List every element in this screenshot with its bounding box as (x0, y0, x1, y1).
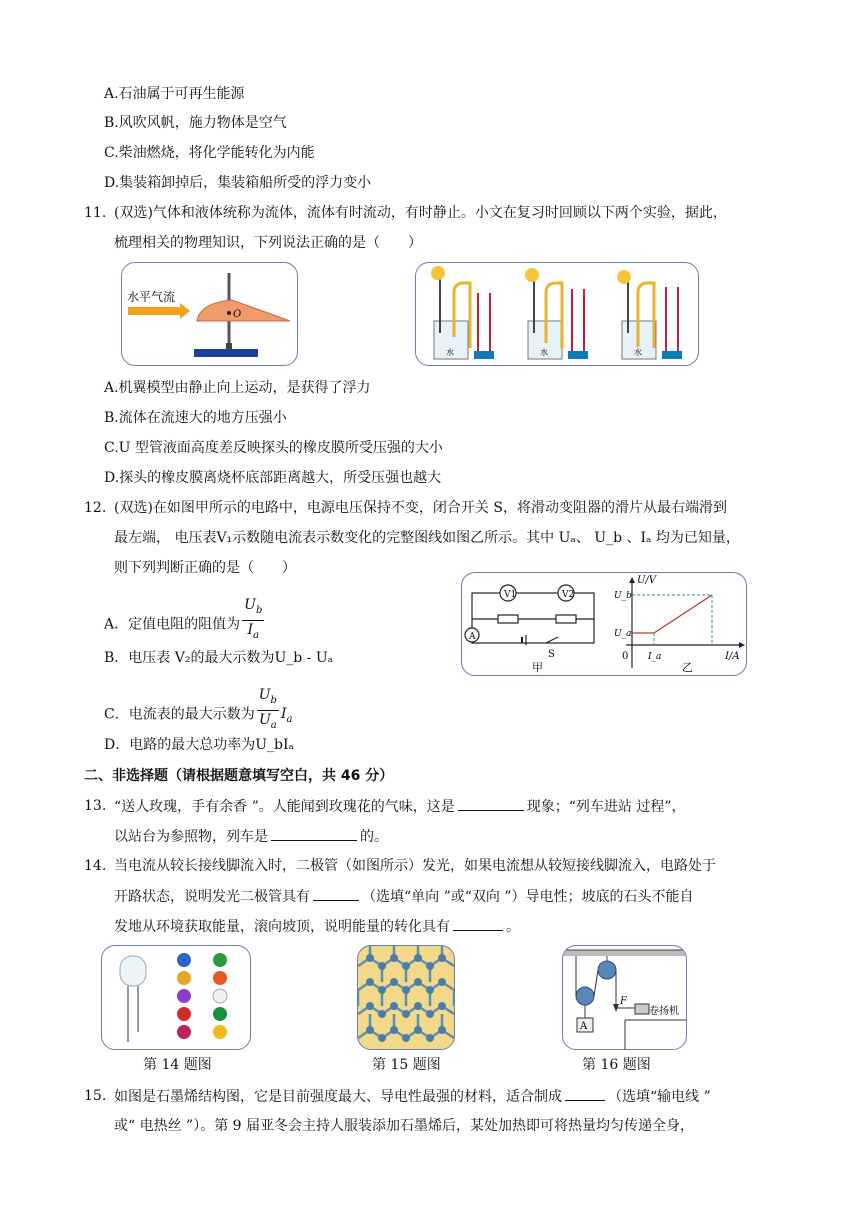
q13-blank-2[interactable] (271, 826, 357, 841)
pressure-probe-figure (415, 262, 699, 366)
probe-setup-1 (431, 266, 494, 359)
ui-graph (614, 575, 745, 674)
winch-label: 卷扬机 (649, 1006, 679, 1017)
switch-label: S (548, 649, 555, 660)
q13-line1: “送人玫瑰，手有余香 ”。人能闻到玫瑰花的气味，这是 现象；“列车进站 过程”， (114, 796, 686, 817)
q14-number: 14. (84, 858, 107, 874)
q11-stem-line1: (双选)气体和液体统称为流体，流体有时流动，有时静止。小文在复习时回顾以下两个实验，据此， (114, 205, 727, 221)
q12-stem-line3: 则下列判断正确的是（ ） (114, 560, 296, 576)
q10-option-a: A.石油属于可再生能源 (104, 86, 245, 102)
q14-line1: 当电流从较长接线脚流入时，二极管（如图所示）发光，如果电流想从较短接线脚流入，电路处于 (114, 858, 716, 874)
voltmeter-v1-label: V1 (504, 590, 517, 600)
q11-number: 11. (84, 205, 107, 221)
ammeter-label: A (469, 632, 476, 642)
svg-text:U/V: U/V (637, 575, 657, 586)
q12-stem-line1: (双选)在如图甲所示的电路中，电源电压保持不变，闭合开关 S，将滑动变阻器的滑片从最右端滑到 (114, 500, 727, 516)
probe-setup-3 (617, 270, 682, 359)
colored-leds (177, 953, 227, 1039)
svg-text:0: 0 (622, 651, 629, 662)
q15-number: 15. (84, 1088, 107, 1104)
block-a-label: A (580, 1021, 588, 1032)
svg-text:I_a: I_a (648, 652, 662, 662)
movable-pulley-icon (576, 987, 594, 1005)
q12-stem-line2: 最左端， 电压表V₁示数随电流表示数变化的完整图线如图乙所示。其中 Uₐ、 U_b 、Iₐ 均为已知量， (114, 530, 740, 546)
fig15-caption: 第 15 题图 (372, 1057, 441, 1073)
circuit-label: 甲 (532, 661, 543, 674)
graph-line (632, 595, 712, 633)
circuit-graph-figure (461, 572, 747, 676)
q14-line3: 发地从环境获取能量，滚向坡顶，说明能量的转化具有 。 (114, 916, 520, 937)
q10-option-b: B.风吹风帆，施力物体是空气 (104, 115, 287, 131)
svg-text:U_a: U_a (614, 629, 632, 639)
q15-line1: 如图是石墨烯结构图，它是目前强度最大、导电性最强的材料，适合制成 （选填“输电线 ” (114, 1086, 711, 1107)
svg-text:水: 水 (634, 348, 642, 357)
airflow-label: 水平气流 (127, 290, 176, 304)
svg-text:I/A: I/A (725, 651, 740, 662)
fig14-caption: 第 14 题图 (143, 1057, 212, 1073)
led-icon (120, 956, 146, 1042)
wing-shape (197, 300, 290, 321)
svg-text:水: 水 (540, 348, 548, 357)
q10-option-c: C.柴油燃烧，将化学能转化为内能 (104, 145, 315, 161)
q14-line2: 开路状态，说明发光二极管具有 （选填“单向 ”或“双向 ”）导电性；坡底的石头不能自 (114, 886, 694, 907)
fig16-caption: 第 16 题图 (582, 1057, 651, 1073)
q10-option-d: D.集装箱卸掉后，集装箱船所受的浮力变小 (104, 175, 372, 191)
q12-number: 12. (84, 500, 107, 516)
q13-number: 13. (84, 798, 107, 814)
probe-setup-2 (525, 268, 588, 359)
q13-line2: 以站台为参照物，列车是 的。 (114, 826, 388, 847)
q11-stem-line2: 梳理相关的物理知识，下列说法正确的是（ ） (114, 235, 422, 251)
graph-label: 乙 (682, 661, 693, 674)
q15-blank-1[interactable] (565, 1086, 605, 1101)
svg-text:水: 水 (446, 348, 454, 357)
svg-text:U_b: U_b (614, 591, 632, 601)
svg-text:F: F (620, 996, 627, 1007)
q11-option-c: C.U 型管液面高度差反映探头的橡皮膜所受压强的大小 (104, 440, 443, 456)
q12-option-d: D．电路的最大总功率为U_bIₐ (104, 737, 294, 753)
q12-option-a: A．定值电阻的阻值为 $\frac{U_b}{I_a}$ (104, 597, 263, 641)
voltmeter-v2-label: V2 (562, 590, 575, 600)
q14-blank-1[interactable] (313, 886, 359, 901)
q12-option-c: C．电流表的最大示数为 $\frac{U_b}{U_a}$ $I_a$ (104, 687, 293, 731)
led-figure (101, 945, 251, 1050)
graphene-figure (357, 945, 455, 1050)
section-2-title: 二、非选择题（请根据题意填写空白，共 46 分） (84, 768, 394, 784)
airflow-arrow-icon (128, 303, 190, 319)
q11-option-a: A.机翼模型由静止向上运动，是获得了浮力 (104, 380, 371, 396)
q15-line2: 或“ 电热丝 ”）。第 9 届亚冬会主持人服装添加石墨烯后，某处加热即可将热量均匀传递全身， (114, 1118, 695, 1134)
q11-option-b: B.流体在流速大的地方压强小 (104, 410, 287, 426)
fixed-pulley-icon (598, 961, 616, 979)
svg-text:O: O (233, 309, 242, 320)
q14-blank-2[interactable] (453, 916, 503, 931)
circuit-diagram (465, 585, 594, 645)
pulley-figure (562, 945, 687, 1050)
wing-model-figure (121, 262, 298, 366)
q11-option-d: D.探头的橡皮膜离烧杯底部距离越大，所受压强也越大 (104, 470, 442, 486)
q13-blank-1[interactable] (458, 796, 524, 811)
q12-option-b: B．电压表 V₂的最大示数为U_b - Uₐ (104, 650, 334, 666)
stand-base (194, 349, 258, 357)
